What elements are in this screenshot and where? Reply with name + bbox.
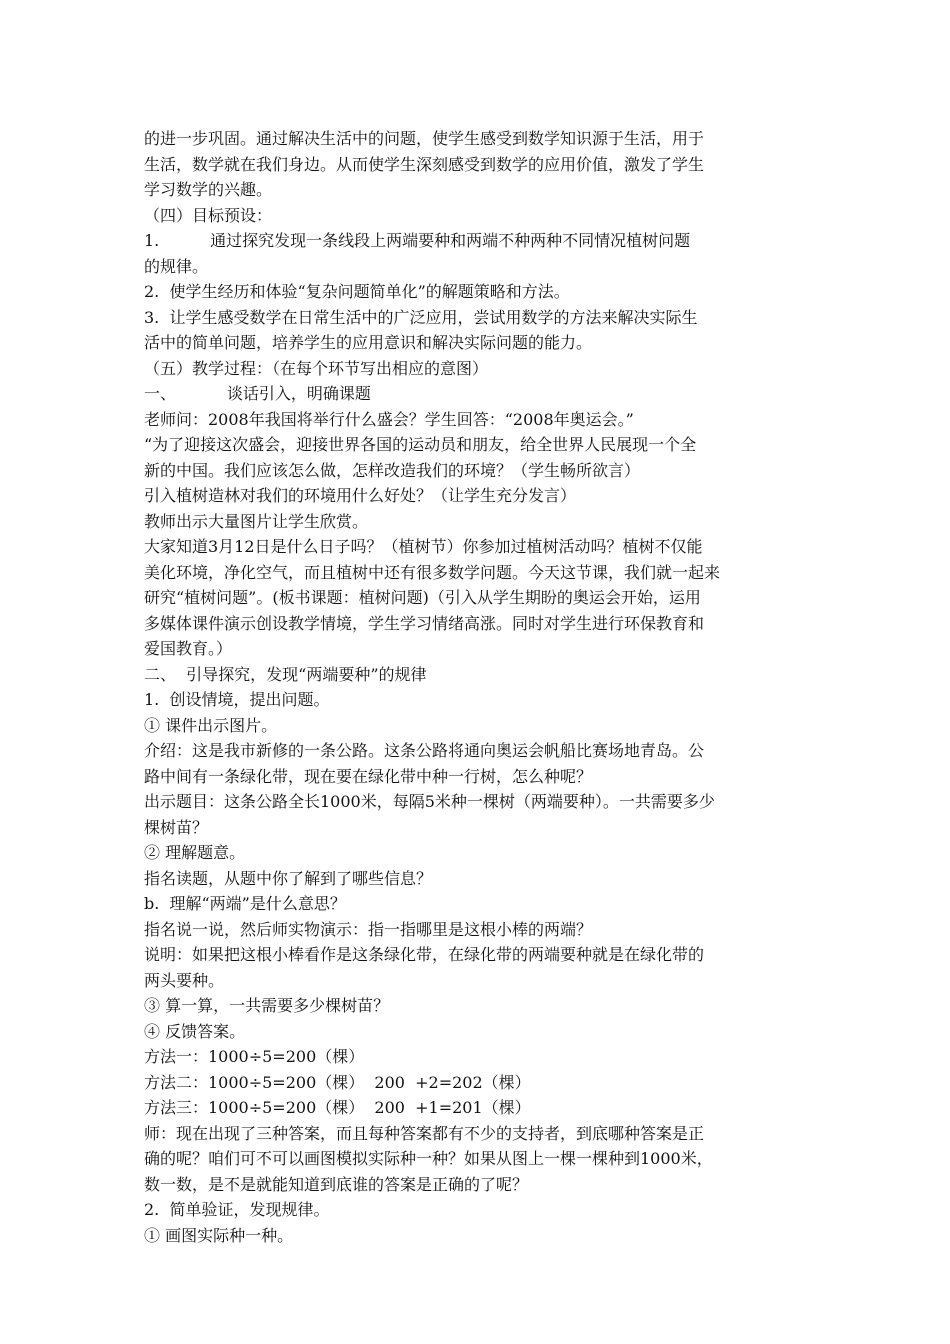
text-line: 指名读题，从题中你了解到了哪些信息？ — [144, 868, 433, 888]
text-line: 活中的简单问题，培养学生的应用意识和解决实际问题的能力。 — [144, 333, 593, 352]
text-line: 的进一步巩固。通过解决生活中的问题，使学生感受到数学知识源于生活，用于 — [144, 129, 705, 148]
text-line: 2. 简单验证，发现规律。 — [144, 1200, 330, 1219]
text-line: 老师问：2008年我国将举行什么盛会？学生回答：“2008年奥运会。” — [144, 409, 634, 429]
text-line: ② 理解题意。 — [144, 843, 246, 862]
text-line: 美化环境，净化空气，而且植树中还有很多数学问题。今天这节课，我们就一起来 — [144, 562, 721, 582]
section-heading: （四）目标预设： — [144, 205, 273, 225]
text-line: 方法一：1000÷5=200（棵） — [144, 1047, 365, 1066]
text-line: 爱国教育。） — [144, 639, 233, 658]
text-line: 方法二：1000÷5=200（棵） 200 +2=202（棵） — [144, 1072, 531, 1092]
text-line: 引入植树造林对我们的环境用什么好处？（让学生充分发言） — [144, 486, 577, 505]
text-line: 出示题目：这条公路全长1000米，每隔5米种一棵树（两端要种）。一共需要多少 — [144, 792, 715, 811]
text-line: 1. 通过探究发现一条线段上两端要种和两端不种两种不同情况植树问题 — [144, 231, 691, 250]
document-body — [144, 126, 812, 1248]
text-line: ① 课件出示图片。 — [144, 715, 278, 735]
text-line: 教师出示大量图片让学生欣赏。 — [144, 511, 369, 531]
text-line: 数一数，是不是就能知道到底谁的答案是正确的了呢？ — [144, 1174, 529, 1194]
text-line: 1. 创设情境，提出问题。 — [144, 690, 330, 709]
text-line: “为了迎接这次盛会，迎接世界各国的运动员和朋友，给全世界人民展现一个全 — [144, 435, 697, 454]
text-line: 路中间有一条绿化带，现在要在绿化带中种一行树，怎么种呢？ — [144, 766, 593, 786]
text-line: 生活，数学就在我们身边。从而使学生深刻感受到数学的应用价值，激发了学生 — [144, 154, 705, 174]
text-line: ① 画图实际种一种。 — [144, 1225, 294, 1245]
text-line: 两头要种。 — [144, 970, 225, 990]
text-line: 说明：如果把这根小棒看作是这条绿化带，在绿化带的两端要种就是在绿化带的 — [144, 945, 705, 964]
text-line: 新的中国。我们应该怎么做，怎样改造我们的环境？（学生畅所欲言） — [144, 460, 641, 480]
section-heading: 一、 谈话引入，明确课题 — [144, 384, 371, 403]
text-line: ④ 反馈答案。 — [144, 1021, 246, 1041]
text-line: 指名说一说，然后师实物演示：指一指哪里是这根小棒的两端？ — [144, 919, 593, 939]
text-line: 2. 使学生经历和体验“复杂问题简单化”的解题策略和方法。 — [144, 282, 570, 301]
text-line: ③ 算一算，一共需要多少棵树苗？ — [144, 996, 390, 1015]
text-line: 3. 让学生感受数学在日常生活中的广泛应用，尝试用数学的方法来解决实际生 — [144, 307, 698, 327]
text-line: 多媒体课件演示创设教学情境，学生学习情绪高涨。同时对学生进行环保教育和 — [144, 613, 705, 633]
text-line: 介绍：这是我市新修的一条公路。这条公路将通向奥运会帆船比赛场地青岛。公 — [144, 741, 705, 760]
text-line: b. 理解“两端”是什么意思？ — [144, 894, 346, 913]
text-line: 研究“植树问题”。(板书课题：植树问题)（引入从学生期盼的奥运会开始，运用 — [144, 588, 701, 607]
section-heading: （五）教学过程：（在每个环节写出相应的意图） — [144, 358, 489, 378]
text-line: 师：现在出现了三种答案，而且每种答案都有不少的支持者，到底哪种答案是正 — [144, 1123, 705, 1143]
text-line: 确的呢？咱们可不可以画图模拟实际种一种？如果从图上一棵一棵种到1000米， — [144, 1149, 713, 1168]
text-line: 学习数学的兴趣。 — [144, 180, 273, 199]
text-line: 棵树苗？ — [144, 817, 209, 837]
text-line: 大家知道3月12日是什么日子吗？（植树节）你参加过植树活动吗？植树不仅能 — [144, 537, 703, 556]
section-heading: 二、 引导探究，发现“两端要种”的规律 — [144, 664, 427, 684]
text-line: 的规律。 — [144, 256, 209, 276]
text-line: 方法三：1000÷5=200（棵） 200 +1=201（棵） — [144, 1098, 531, 1117]
